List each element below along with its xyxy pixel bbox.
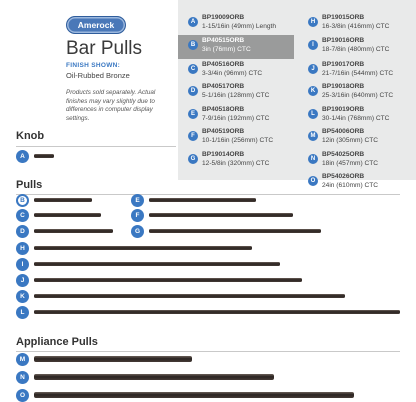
letter-badge: H <box>16 242 29 255</box>
letter-badge: H <box>308 17 318 27</box>
letter-badge: G <box>188 154 198 164</box>
bar-pull-image <box>34 229 113 233</box>
page-title: Bar Pulls <box>66 38 143 59</box>
bar-pull-image <box>149 229 321 233</box>
letter-badge: B <box>188 40 198 50</box>
bar-pull-image <box>34 246 252 250</box>
spec-size: 3-3/4in (96mm) CTC <box>202 69 263 77</box>
letter-badge: M <box>308 131 318 141</box>
letter-badge: J <box>308 64 318 74</box>
letter-badge: L <box>16 306 29 319</box>
letter-badge: F <box>188 131 198 141</box>
letter-badge: I <box>308 40 318 50</box>
section-title-pulls: Pulls <box>16 179 43 191</box>
letter-badge-selected: B <box>16 194 29 207</box>
knob-image <box>34 154 54 158</box>
spec-size: 7-9/16in (192mm) CTC <box>202 114 270 122</box>
spec-code: BP40515ORB <box>202 37 245 44</box>
letter-badge: F <box>131 209 144 222</box>
letter-badge: K <box>308 86 318 96</box>
spec-size: 18-7/8in (480mm) CTC <box>322 45 390 53</box>
disclaimer-text: Products sold separately. Actual finishes may vary slightly due to differences in computer display settings. <box>66 89 156 122</box>
letter-badge: N <box>308 154 318 164</box>
spec-size: 24in (610mm) CTC <box>322 181 379 189</box>
letter-badge: I <box>16 258 29 271</box>
finish-value: Oil-Rubbed Bronze <box>66 71 130 80</box>
letter-badge: A <box>16 150 29 163</box>
letter-badge: M <box>16 353 29 366</box>
letter-badge: A <box>188 17 198 27</box>
spec-size: 18in (457mm) CTC <box>322 159 379 167</box>
bar-pull-image <box>34 310 400 314</box>
spec-size: 10-1/16in (256mm) CTC <box>202 136 274 144</box>
spec-size: 25-3/16in (640mm) CTC <box>322 91 394 99</box>
letter-badge: E <box>131 194 144 207</box>
spec-code: BP19019ORB <box>322 106 365 113</box>
spec-code: BP19018ORB <box>322 83 365 90</box>
spec-code: BP19016ORB <box>322 37 365 44</box>
bar-pull-image <box>149 198 256 202</box>
appliance-pull-image <box>34 356 192 362</box>
spec-code: BP19015ORB <box>322 14 365 21</box>
spec-code: BP40517ORB <box>202 83 245 90</box>
appliance-pull-image <box>34 392 354 398</box>
spec-code: BP19014ORB <box>202 151 245 158</box>
spec-size: 5-1/16in (128mm) CTC <box>202 91 270 99</box>
section-divider <box>16 146 176 147</box>
bar-pull-image <box>149 213 293 217</box>
spec-code: BP40516ORB <box>202 61 245 68</box>
spec-code: BP40519ORB <box>202 128 245 135</box>
finish-label: FINISH SHOWN: <box>66 62 121 69</box>
section-divider <box>16 194 400 195</box>
spec-code: BP54026ORB <box>322 173 365 180</box>
bar-pull-image <box>34 213 101 217</box>
letter-badge: C <box>188 64 198 74</box>
bar-pull-image <box>34 278 302 282</box>
letter-badge: O <box>16 389 29 402</box>
spec-code: BP40518ORB <box>202 106 245 113</box>
spec-code: BP19009ORB <box>202 14 245 21</box>
letter-badge: D <box>188 86 198 96</box>
letter-badge: K <box>16 290 29 303</box>
letter-badge: C <box>16 209 29 222</box>
spec-size: 30-1/4in (768mm) CTC <box>322 114 390 122</box>
letter-badge: G <box>131 225 144 238</box>
spec-code: BP54025ORB <box>322 151 365 158</box>
appliance-pull-image <box>34 374 274 380</box>
spec-size: 16-3/8in (416mm) CTC <box>322 22 390 30</box>
amerock-logo[interactable]: Amerock <box>66 16 126 34</box>
letter-badge: J <box>16 274 29 287</box>
section-divider <box>16 351 400 352</box>
bar-pull-image <box>34 198 92 202</box>
spec-size: 12in (305mm) CTC <box>322 136 379 144</box>
letter-badge: L <box>308 109 318 119</box>
section-title-knob: Knob <box>16 130 45 142</box>
bar-pull-image <box>34 294 345 298</box>
letter-badge: N <box>16 371 29 384</box>
letter-badge: D <box>16 225 29 238</box>
spec-size: 12-5/8in (320mm) CTC <box>202 159 270 167</box>
section-title-appliance-pulls: Appliance Pulls <box>16 336 98 348</box>
spec-size: 3in (76mm) CTC <box>202 45 251 53</box>
spec-size: 1-15/16in (49mm) Length <box>202 22 277 30</box>
spec-size: 21-7/16in (544mm) CTC <box>322 69 394 77</box>
spec-code: BP54006ORB <box>322 128 365 135</box>
spec-code: BP19017ORB <box>322 61 365 68</box>
bar-pull-image <box>34 262 280 266</box>
letter-badge: E <box>188 109 198 119</box>
letter-badge: O <box>308 176 318 186</box>
